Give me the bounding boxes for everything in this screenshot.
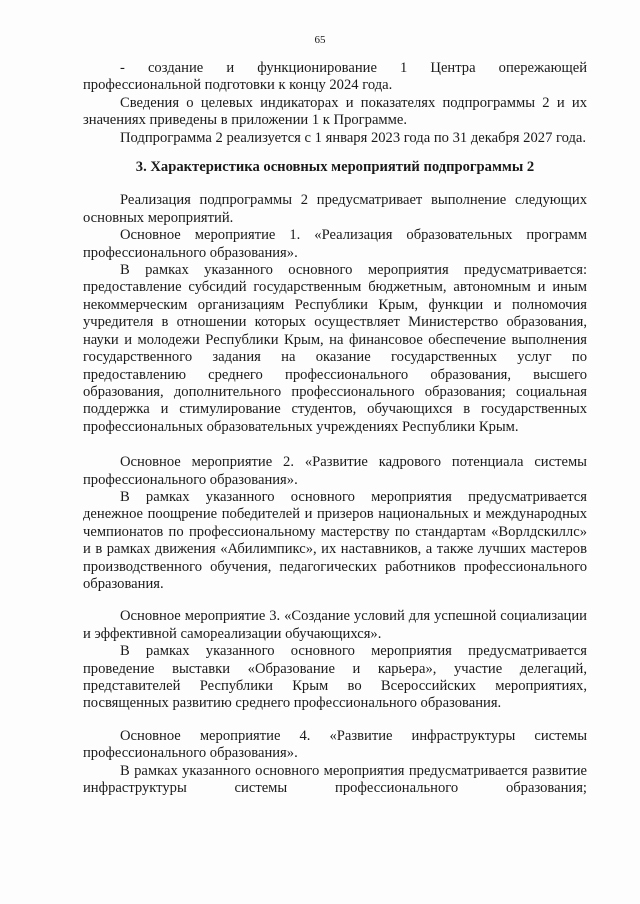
paragraph-measure-2-body: В рамках указанного основного мероприятия предусматривается денежное поощрение победителей и призеров национальных и международных чемпионатов по профессиональному мастерству по стандартам «Ворлдскиллс» и в рамках движения «Абилимпикс», их наставников, а также лучших мастеров производственного обучения, педагогических работников профессионального образования. [83,488,587,592]
paragraph-measure-2-title: Основное мероприятие 2. «Развитие кадрового потенциала системы профессионального образования». [83,454,587,488]
paragraph-measure-3-body: В рамках указанного основного мероприятия предусматривается проведение выставки «Образование и карьера», участие делегаций, представителей Республики Крым во Всероссийских мероприятиях, посвященных развитию среднего профессионального образования. [83,643,587,712]
section-heading: 3. Характеристика основных мероприятий подпрограммы 2 [135,159,535,176]
paragraph-measure-1-body: В рамках указанного основного мероприятия предусматривается: предоставление субсидий государственным бюджетным, автономным и иным некоммерческим организациям Республики Крым, функции и полномочия учредителя в отношении которых осуществляет Министерство образования, науки и молодежи Республики Крым, на финансовое обеспечение выполнения государственного задания на оказание государственных услуг по предоставлению среднего профессионального образования, высшего образования, дополнительного профессионального образования; социальная поддержка и стимулирование студентов, обучающихся в государственных профессиональных образовательных учреждениях Республики Крым. [83,262,587,435]
paragraph-implementation-period: Подпрограмма 2 реализуется с 1 января 2023 года по 31 декабря 2027 года. [120,129,587,146]
page-number: 65 [314,34,326,46]
paragraph-intro: Реализация подпрограммы 2 предусматривает выполнение следующих основных мероприятий. [83,192,587,226]
paragraph-measure-4-body: В рамках указанного основного мероприятия предусматривается развитие инфраструктуры системы профессионального образования; [83,762,587,797]
document-body [83,60,587,797]
paragraph-center-creation: - создание и функционирование 1 Центра опережающей профессиональной подготовки к концу 2024 года. [83,60,587,94]
paragraph-measure-1-title: Основное мероприятие 1. «Реализация образовательных программ профессионального образования». [83,227,587,261]
paragraph-measure-4-title: Основное мероприятие 4. «Развитие инфраструктуры системы профессионального образования». [83,727,587,762]
paragraph-indicators-info: Сведения о целевых индикаторах и показателях подпрограммы 2 и их значениях приведены в приложении 1 к Программе. [83,94,587,129]
paragraph-measure-3-title: Основное мероприятие 3. «Создание условий для успешной социализации и эффективной самореализации обучающихся». [83,608,587,642]
